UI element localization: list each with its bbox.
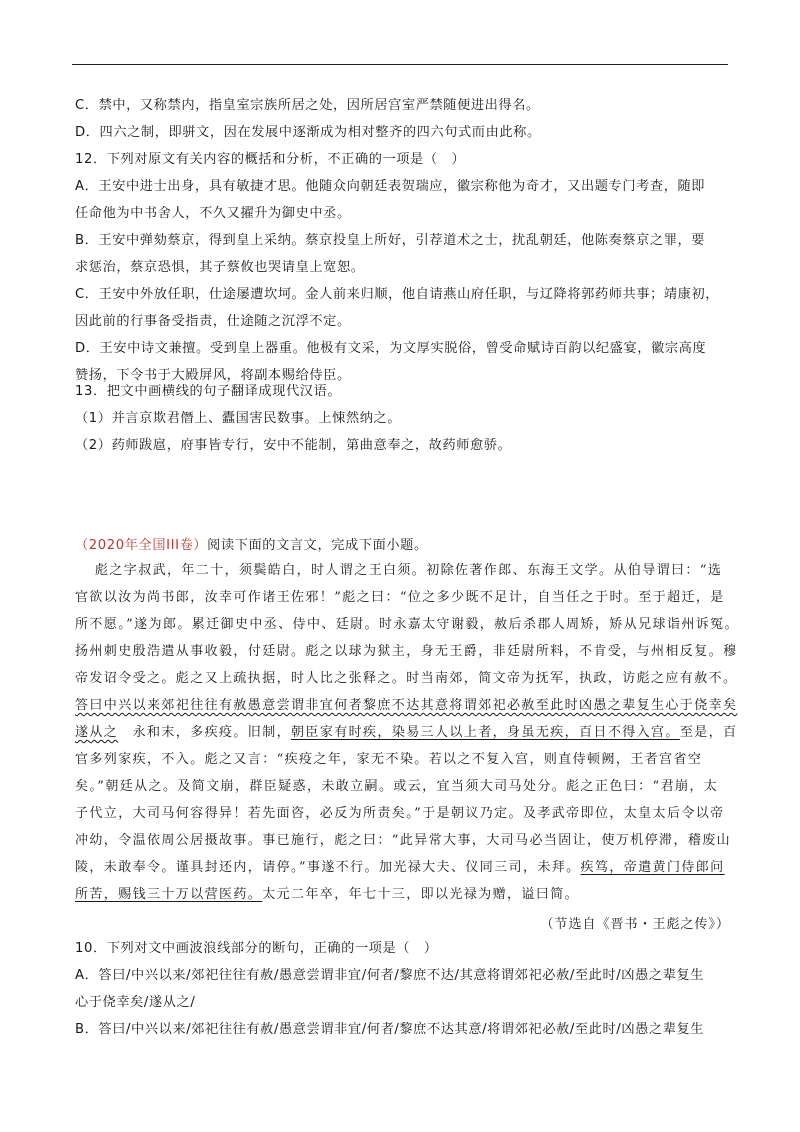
passage-text: 太元二年卒，年七十三，即以光禄为赠，谥曰简。: [262, 887, 580, 902]
passage-citation: （节选自《晋书・王彪之传》）: [540, 917, 730, 932]
passage-line-mixed: [75, 886, 579, 904]
passage-intro: 阅读下面的文言文，完成下面小题。: [207, 538, 428, 553]
passage-line: 矣。”朝廷从之。及简文崩，群臣疑惑，未敢立嗣。或云，宜当须大司马处分。彪之正色曰：“君崩，太: [75, 779, 719, 794]
q10-option-b-line1: B．答曰/中兴以来/郊祀往往有赦/愚意尝谓非宜/何者/黎庶不达其意/将谓郊祀必赦/至此时/凶愚之辈复生: [75, 1022, 705, 1037]
passage-line: 帝发诏令受之。彪之又上疏执据，时人比之张释之。时当南郊，简文帝为抚军，执政，访彪之应有赦不。: [75, 671, 738, 686]
passage-line-mixed: [75, 859, 725, 877]
underlined-sentence: 所苦，赐钱三十万以营医药。: [75, 887, 263, 902]
q13-item-1: （1）并言京欺君僭上、蠹国害民数事。上悚然纳之。: [75, 411, 402, 426]
question-10-stem: 10．下列对文中画波浪线部分的断句，正确的一项是（ ）: [75, 941, 438, 956]
q12-option-d-line1: D．王安中诗文兼擅。受到皇上器重。他极有文采，为文厚实脱俗，曾受命赋诗百韵以纪盛宴，徽宗高度: [75, 341, 707, 356]
wavy-underlined-phrase: 遂从之: [75, 725, 119, 740]
passage-line: 子代立，大司马何容得异！若先面咨，必反为所责矣。”于是朝议乃定。及孝武帝即位，太皇太后令以帝: [75, 806, 725, 821]
passage-line: 官欲以汝为尚书郎，汝幸可作诸王佐邪！”彪之曰：“位之多少既不足计，自当任之于时。至于超迁，是: [75, 590, 725, 605]
header-rule: [72, 64, 728, 65]
q13-item-2: （2）药师跋扈，府事皆专行，安中不能制，第曲意奉之，故药师愈骄。: [75, 438, 512, 453]
q10-option-a-line1: A．答曰/中兴以来/郊祀往往有赦/愚意尝谓非宜/何者/黎庶不达/其意将谓郊祀必赦/至此时/凶愚之辈复生: [75, 968, 705, 983]
question-13-stem: 13．把文中画横线的句子翻译成现代汉语。: [75, 384, 342, 399]
passage-line: 冲幼，令温依周公居摄故事。事已施行，彪之曰：“此异常大事，大司马必当固让，使万机停滞，稽废山: [75, 833, 732, 848]
q12-option-a-line1: A．王安中进士出身，具有敏捷才思。他随众向朝廷表贺瑞应，徽宗称他为奇才，又出题专门考查，随即: [75, 179, 706, 194]
passage-line: 彪之字叔武，年二十，须鬓皓白，时人谓之王白须。初除佐著作郎、东海王文学。从伯导谓曰：“选: [95, 563, 723, 578]
passage-line: 所不愿。”遂为郎。累迁御史中丞、侍中、廷尉。时永嘉太守谢毅，赦后杀郡人周矫，矫从兄球诣州诉冤。: [75, 617, 739, 632]
option-c-top: C．禁中，又称禁内，指皇室宗族所居之处，因所居宫室严禁随便进出得名。: [75, 98, 540, 113]
option-d-top: D．四六之制，即骈文，因在发展中逐渐成为相对整齐的四六句式而由此称。: [75, 125, 541, 140]
underlined-sentence: 朝臣家有时疾，染易三人以上者，身虽无疾，百日不得入宫。: [291, 725, 680, 740]
q12-option-c-line2: 因此前的行事备受指责，仕途随之沉浮不定。: [75, 314, 351, 329]
passage-text: 至是，百: [679, 725, 738, 740]
q12-option-b-line2: 求惩治，蔡京恐惧，其子蔡攸也哭请皇上宽恕。: [75, 260, 365, 275]
q10-option-a-line2: 心于侥幸矣/遂从之/: [75, 995, 196, 1010]
q12-option-b-line1: B．王安中弹劾蔡京，得到皇上采纳。蔡京投皇上所好，引荐道术之士，扰乱朝廷，他陈奏蔡京之罪，要: [75, 233, 706, 248]
q12-option-c-line1: C．王安中外放任职，仕途屡遭坎坷。金人前来归顺，他自请燕山府任职，与辽降将郭药师共事；靖康初，: [75, 287, 720, 302]
passage-heading: [75, 537, 428, 555]
passage-text: 陵，未敢奉令。谨具封还内，请停。”事遂不行。加光禄大夫、仪同三司，未拜。: [75, 860, 581, 875]
question-12-stem: 12．下列对原文有关内容的概括和分析，不正确的一项是（ ）: [75, 152, 466, 167]
wavy-underlined-line: 答曰中兴以来郊祀往往有赦愚意尝谓非宜何者黎庶不达其意将谓郊祀必赦至此时凶愚之辈复生心于侥幸矣: [75, 698, 738, 713]
q12-option-a-line2: 任命他为中书舍人，不久又擢升为御史中丞。: [75, 206, 351, 221]
passage-line: 官多列家疾，不入。彪之又言：“疾疫之年，家无不染。若以之不复入宫，则直侍顿阙，王者宫省空: [75, 752, 703, 767]
q12-option-d-line2: 赞扬，下令书于大殿屏风，将副本赐给侍臣。: [75, 368, 351, 383]
underlined-sentence: 疾笃，帝遣黄门侍郎问: [580, 860, 725, 875]
passage-text: 永和末，多疾疫。旧制，: [132, 725, 292, 740]
passage-line-mixed: [75, 724, 737, 742]
source-tag: （2020年全国III卷）: [75, 538, 208, 553]
passage-line: 扬州刺史殷浩遣从事收毅，付廷尉。彪之以球为狱主，身无王爵，非廷尉所料，不肯受，与州相反复。穆: [75, 644, 738, 659]
